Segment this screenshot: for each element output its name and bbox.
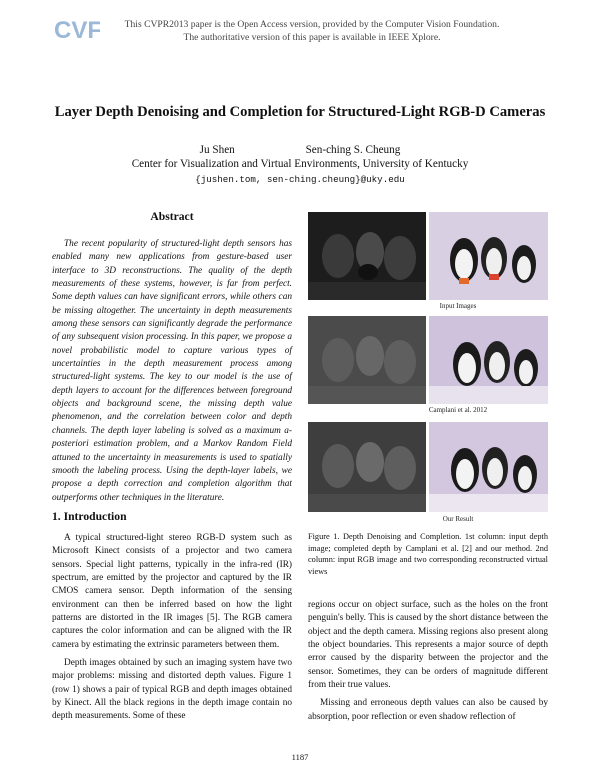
input-rgb-image — [429, 212, 548, 300]
right-paragraph-2: Missing and erroneous depth values can also be caused by absorption, poor reflection or even shadow reflection of — [308, 698, 548, 722]
page-number: 1187 — [291, 752, 309, 762]
figure-1-caption: Figure 1. Depth Denoising and Completion. 1st column: input depth image; completed depth by Camplani et al. [2] and our method. 2nd column: input RGB image and two corresponding reconstructed virtual views — [308, 532, 548, 576]
intro-body — [52, 532, 292, 729]
author-emails: {jushen.tom, sen-ching.cheung}@uky.edu — [195, 174, 405, 185]
figure-1 — [308, 212, 548, 530]
paper-title: Layer Depth Denoising and Completion for Structured-Light RGB-D Cameras — [54, 104, 546, 120]
intro-paragraph-2: Depth images obtained by such an imaging system have two major problems: missing and distorted depth values. Figure 1 (row 1) shows a pair of typical RGB and depth images obtained by Kinect. All the black regions in the depth image contain no depth measurements. Some of these — [52, 658, 292, 722]
our-virtual-view — [429, 422, 548, 512]
notice-line-2: The authoritative version of this paper is available in IEEE Xplore. — [183, 32, 441, 43]
input-depth-image — [308, 212, 426, 300]
abstract-heading: Abstract — [150, 210, 194, 223]
author-list — [0, 144, 600, 156]
cvf-logo — [52, 14, 100, 44]
our-depth-image — [308, 422, 426, 512]
cvf-logo-text: CVF — [54, 17, 100, 44]
figure-label-ours: Our Result — [442, 515, 474, 523]
notice-line-1: This CVPR2013 paper is the Open Access version, provided by the Computer Vision Foundation. — [124, 19, 500, 30]
open-access-notice — [112, 18, 512, 44]
intro-paragraph-1: A typical structured-light stereo RGB-D system such as Microsoft Kinect consists of a projector and two camera sensors. Special light patterns, typically in the infra-red (IR) spectrum, are emitted by the projector and captured by the IR CMOS camera sensor. Depth information of the sensing environment can then be inferred based on how the light patterns are distorted in the IR images [5]. The RGB camera captures the color information and can be aligned with the IR camera by estimating the extrinsic parameters between them. — [52, 533, 292, 650]
right-paragraph-1: regions occur on object surface, such as the holes on the front penguin's belly. This is caused by the short distance between the object and the depth camera. Missing regions also present along the object boundaries. This represents a major source of depth error caused by the disparity between the projector and the sensor. Sometimes, they can be orders of magnitude different from their true values. — [308, 600, 548, 691]
abstract-text: The recent popularity of structured-light depth sensors has enabled many new applications from gesture-based user interface to 3D reconstructions. The quality of the depth measurements of these systems, however, is far from perfect. Some depth values can have significant errors, while others can be missing altogether. The uncertainty in depth measurements among these sensors can significantly degrade the performance of any subsequent vision processing. In this paper, we propose a novel probabilistic model to capture various types of uncertainties in the depth measurement process among structured-light systems. The key to our model is the use of depth layers to account for the differences between foreground objects and background scene, the missing depth value phenomenon, and the correlation between color and depth channels. The depth layer labeling is solved as a maximum a-posteriori estimation problem, and a Markov Random Field attuned to the uncertainty in measurements is used to spatially smooth the labeling process. Using the depth-layer labels, we propose a depth correction and completion algorithm that outperforms other techniques in the literature. — [52, 239, 292, 503]
author-1: Ju Shen — [199, 144, 235, 156]
author-2: Sen-ching S. Cheung — [305, 144, 401, 156]
figure-label-input: Input Images — [439, 302, 477, 310]
intro-heading: 1. Introduction — [52, 510, 127, 523]
figure-label-camplani: Camplani et al. 2012 — [428, 406, 488, 414]
camplani-depth-image — [308, 316, 426, 404]
right-column-body — [308, 599, 548, 729]
affiliation: Center for Visualization and Virtual Environments, University of Kentucky — [131, 158, 469, 170]
camplani-virtual-view — [429, 316, 548, 404]
